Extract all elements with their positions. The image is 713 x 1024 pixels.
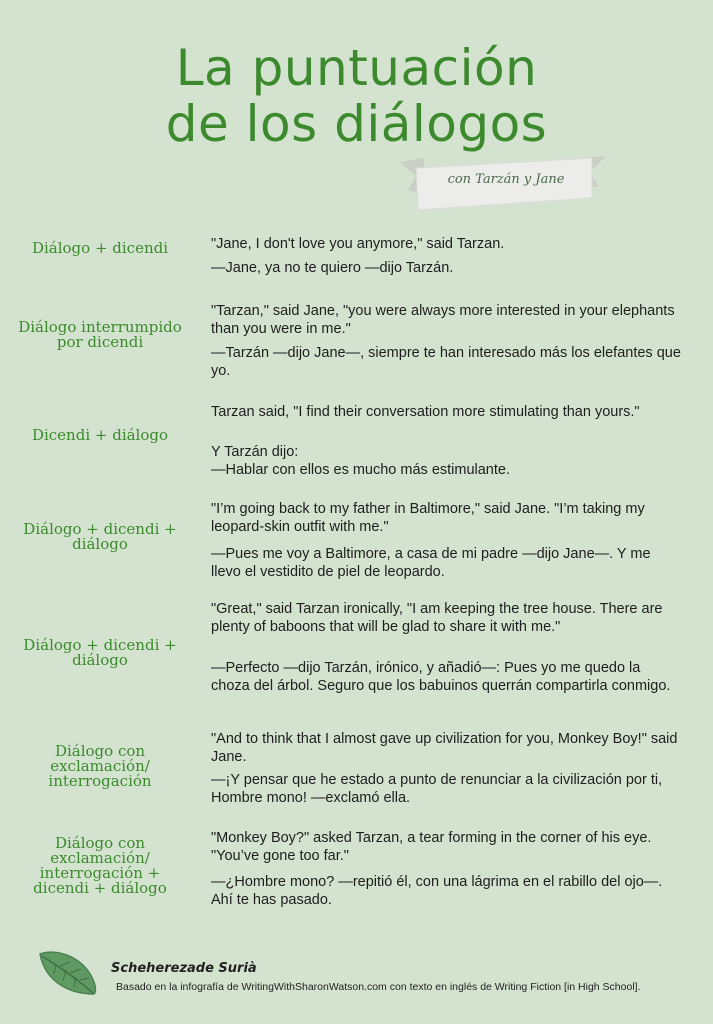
spanish-example: —¡Y pensar que he estado a punto de renunciar a la civilización por ti, Hombre mono! —exclamó ella.	[211, 772, 663, 806]
spanish-example: —Tarzán —dijo Jane—, siempre te han interesado más los elefantes que yo.	[211, 345, 681, 379]
author-name: Scheherezade Surià	[111, 961, 257, 976]
english-example: "Great," said Tarzan ironically, "I am keeping the tree house. There are plenty of baboons that will be glad to share it with me."	[211, 601, 663, 635]
english-example: "Jane, I don't love you anymore," said Tarzan.	[211, 236, 505, 252]
english-example: "I’m going back to my father in Baltimore," said Jane. "I’m taking my leopard-skin outfit with me."	[211, 501, 645, 535]
row-label: Diálogo con exclamación/ interrogación	[48, 742, 152, 790]
english-example: "And to think that I almost gave up civilization for you, Monkey Boy!" said Jane.	[211, 731, 678, 765]
subtitle: con Tarzán y Jane	[447, 172, 565, 187]
row-label: Diálogo interrumpido por dicendi	[18, 318, 182, 351]
english-example: "Tarzan," said Jane, "you were always more interested in your elephants than you were in me."	[211, 303, 675, 337]
english-example: "Monkey Boy?" asked Tarzan, a tear forming in the corner of his eye. "You’ve gone too far."	[211, 830, 652, 864]
spanish-example: Y Tarzán dijo: —Hablar con ellos es mucho más estimulante.	[211, 444, 510, 478]
row-label: Diálogo + dicendi + diálogo	[23, 520, 177, 553]
row-label: Diálogo con exclamación/ interrogación + dicendi + diálogo	[33, 834, 167, 897]
page-title-line-1: La puntuación	[175, 39, 538, 97]
subtitle-ribbon	[396, 152, 610, 218]
english-example: Tarzan said, "I find their conversation more stimulating than yours."	[211, 404, 640, 420]
leaf-icon	[36, 948, 98, 1002]
credit-line: Basado en la infografía de WritingWithSharonWatson.com con texto en inglés de Writing Fiction [in High School].	[116, 981, 641, 993]
row-label: Dicendi + diálogo	[31, 426, 169, 444]
spanish-example: —¿Hombre mono? —repitió él, con una lágrima en el rabillo del ojo—. Ahí te has pasado.	[211, 874, 663, 908]
row-label: Diálogo + dicendi + diálogo	[23, 636, 177, 669]
row-label: Diálogo + dicendi	[31, 239, 169, 257]
spanish-example: —Perfecto —dijo Tarzán, irónico, y añadió—: Pues yo me quedo la choza del árbol. Seguro que los babuinos querrán compartirla conmigo.	[211, 660, 671, 694]
spanish-example: —Jane, ya no te quiero —dijo Tarzán.	[211, 260, 454, 276]
page-title-line-2: de los diálogos	[165, 95, 548, 153]
spanish-example: —Pues me voy a Baltimore, a casa de mi padre —dijo Jane—. Y me llevo el vestidito de piel de leopardo.	[211, 546, 651, 580]
